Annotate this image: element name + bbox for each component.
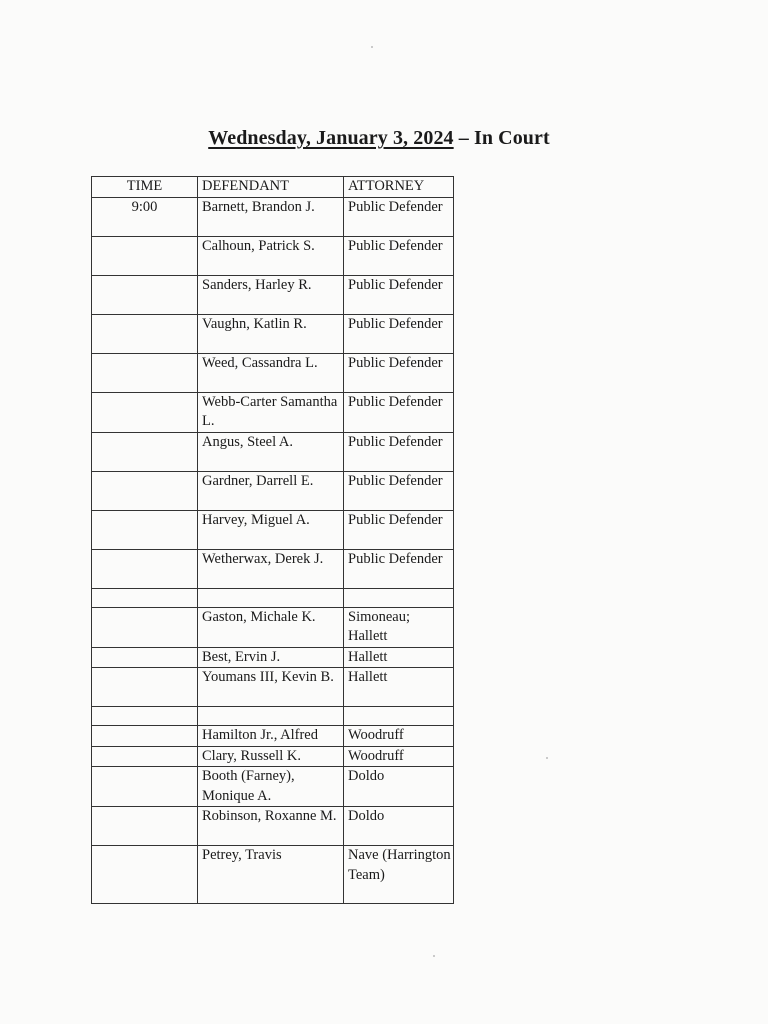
- blank-row: [92, 588, 454, 607]
- attorney-cell: Public Defender: [344, 432, 454, 471]
- attorney-cell: Public Defender: [344, 471, 454, 510]
- defendant-cell: [198, 588, 344, 607]
- table-row: [92, 846, 454, 904]
- table-row: [92, 607, 454, 647]
- time-cell: [92, 353, 198, 392]
- time-cell: [92, 846, 198, 904]
- time-cell: 9:00: [92, 197, 198, 236]
- table-row: [92, 314, 454, 353]
- defendant-cell: Wetherwax, Derek J.: [198, 549, 344, 588]
- time-cell: [92, 746, 198, 767]
- table-row: [92, 197, 454, 236]
- time-cell: [92, 236, 198, 275]
- defendant-cell: Gaston, Michale K.: [198, 607, 344, 647]
- table-row: [92, 767, 454, 807]
- time-cell: [92, 647, 198, 668]
- table-row: [92, 471, 454, 510]
- column-header-defendant: DEFENDANT: [198, 177, 344, 198]
- defendant-cell: Booth (Farney), Monique A.: [198, 767, 344, 807]
- defendant-cell: Harvey, Miguel A.: [198, 510, 344, 549]
- time-cell: [92, 392, 198, 432]
- time-cell: [92, 767, 198, 807]
- scan-speck: [433, 955, 435, 957]
- table-row: [92, 726, 454, 747]
- column-header-time: TIME: [92, 177, 198, 198]
- attorney-cell: Woodruff: [344, 746, 454, 767]
- time-cell: [92, 432, 198, 471]
- defendant-cell: Gardner, Darrell E.: [198, 471, 344, 510]
- table-row: [92, 510, 454, 549]
- scan-speck: [546, 757, 548, 759]
- table-row: [92, 353, 454, 392]
- table-row: [92, 432, 454, 471]
- attorney-cell: [344, 588, 454, 607]
- attorney-cell: Public Defender: [344, 392, 454, 432]
- attorney-cell: Simoneau; Hallett: [344, 607, 454, 647]
- time-cell: [92, 668, 198, 707]
- time-cell: [92, 807, 198, 846]
- defendant-cell: Clary, Russell K.: [198, 746, 344, 767]
- defendant-cell: Petrey, Travis: [198, 846, 344, 904]
- defendant-cell: Calhoun, Patrick S.: [198, 236, 344, 275]
- defendant-cell: Hamilton Jr., Alfred: [198, 726, 344, 747]
- hearing-date: Wednesday, January 3, 2024: [208, 127, 454, 149]
- time-cell: [92, 549, 198, 588]
- attorney-cell: Public Defender: [344, 197, 454, 236]
- docket-table: [91, 176, 454, 904]
- table-row: [92, 647, 454, 668]
- table-row: [92, 392, 454, 432]
- attorney-cell: Public Defender: [344, 510, 454, 549]
- table-row: [92, 807, 454, 846]
- defendant-cell: Best, Ervin J.: [198, 647, 344, 668]
- defendant-cell: Sanders, Harley R.: [198, 275, 344, 314]
- header-row: [92, 177, 454, 198]
- time-cell: [92, 510, 198, 549]
- defendant-cell: Youmans III, Kevin B.: [198, 668, 344, 707]
- attorney-cell: Public Defender: [344, 549, 454, 588]
- defendant-cell: Webb-Carter Samantha L.: [198, 392, 344, 432]
- attorney-cell: Public Defender: [344, 314, 454, 353]
- attorney-cell: Public Defender: [344, 353, 454, 392]
- attorney-cell: Hallett: [344, 647, 454, 668]
- defendant-cell: Angus, Steel A.: [198, 432, 344, 471]
- defendant-cell: [198, 707, 344, 726]
- attorney-cell: Doldo: [344, 807, 454, 846]
- table-row: [92, 236, 454, 275]
- blank-row: [92, 707, 454, 726]
- table-row: [92, 275, 454, 314]
- attorney-cell: Woodruff: [344, 726, 454, 747]
- time-cell: [92, 726, 198, 747]
- table-row: [92, 746, 454, 767]
- attorney-cell: Public Defender: [344, 275, 454, 314]
- attorney-cell: Hallett: [344, 668, 454, 707]
- time-cell: [92, 707, 198, 726]
- page-title: [0, 127, 758, 150]
- table-row: [92, 668, 454, 707]
- defendant-cell: Barnett, Brandon J.: [198, 197, 344, 236]
- title-suffix: – In Court: [453, 127, 550, 149]
- column-header-attorney: ATTORNEY: [344, 177, 454, 198]
- attorney-cell: [344, 707, 454, 726]
- time-cell: [92, 314, 198, 353]
- scan-speck: [371, 46, 373, 48]
- attorney-cell: Nave (Harrington Team): [344, 846, 454, 904]
- time-cell: [92, 471, 198, 510]
- time-cell: [92, 275, 198, 314]
- defendant-cell: Vaughn, Katlin R.: [198, 314, 344, 353]
- defendant-cell: Robinson, Roxanne M.: [198, 807, 344, 846]
- attorney-cell: Doldo: [344, 767, 454, 807]
- defendant-cell: Weed, Cassandra L.: [198, 353, 344, 392]
- attorney-cell: Public Defender: [344, 236, 454, 275]
- table-row: [92, 549, 454, 588]
- time-cell: [92, 607, 198, 647]
- time-cell: [92, 588, 198, 607]
